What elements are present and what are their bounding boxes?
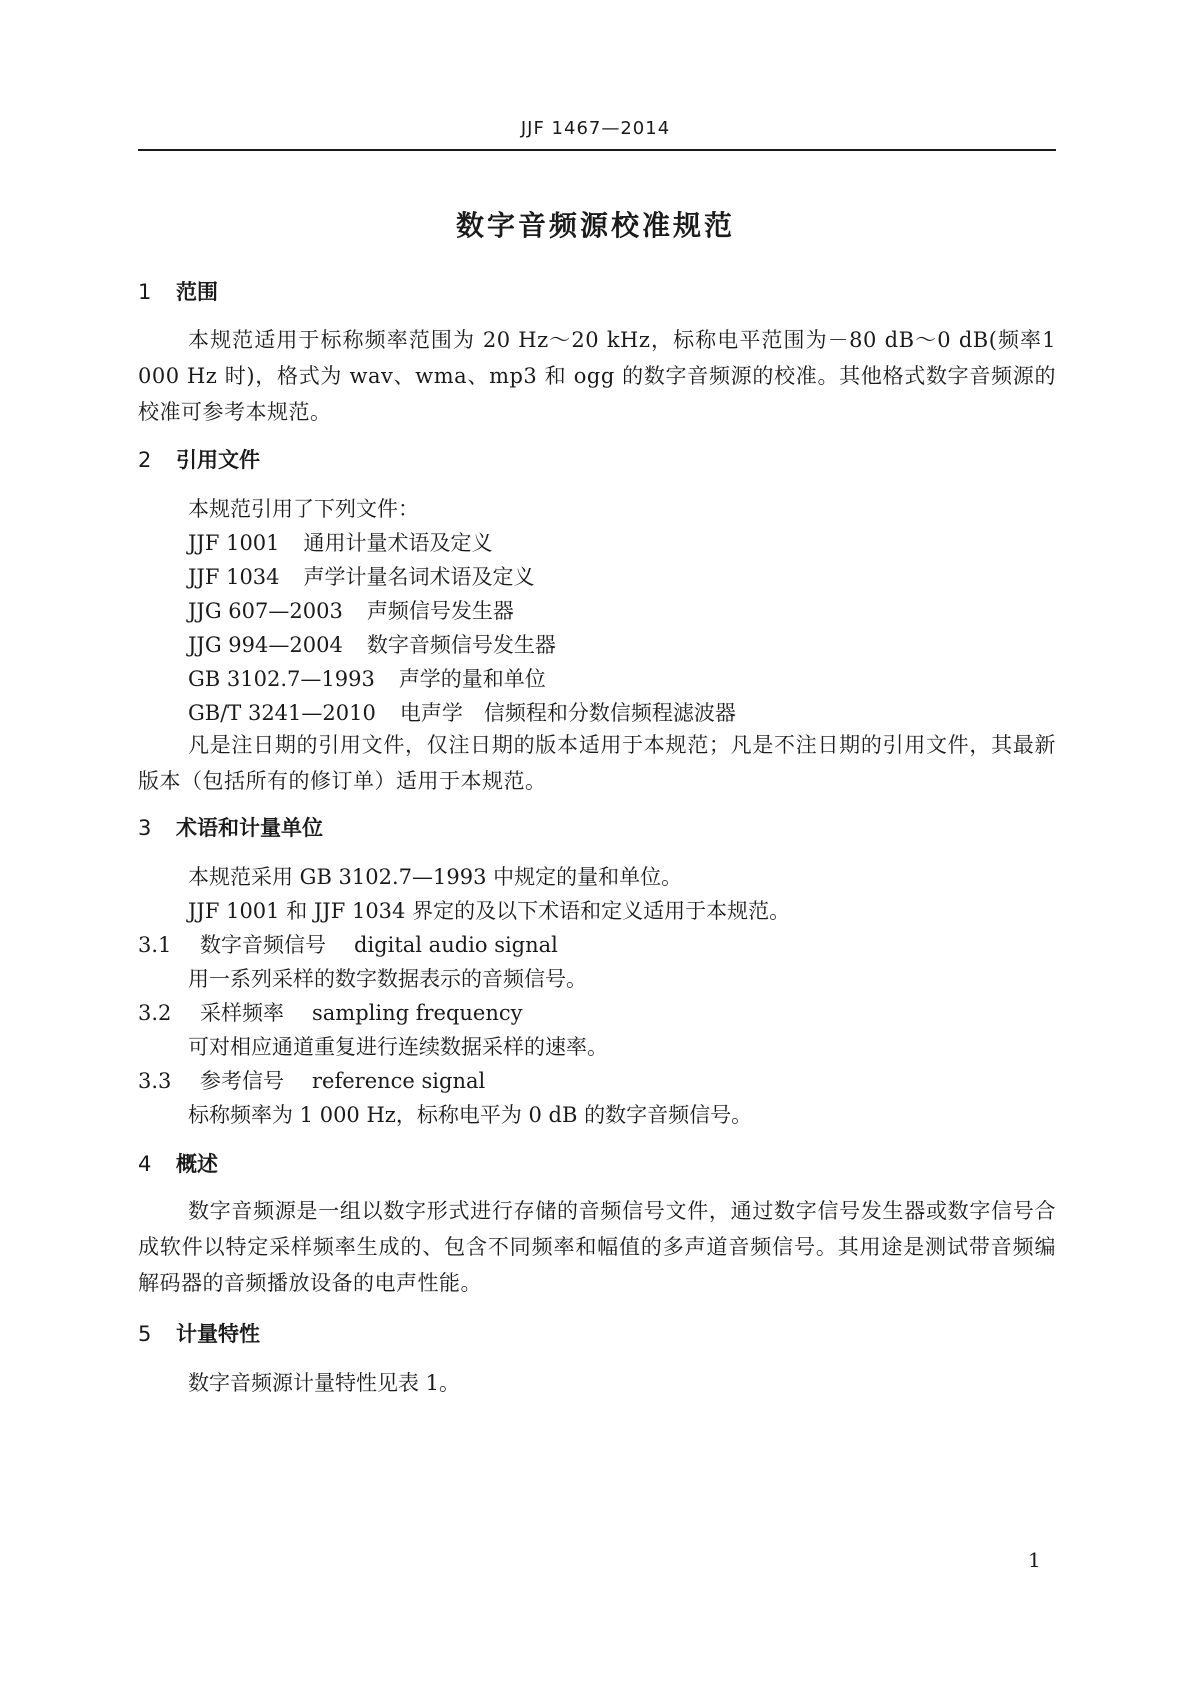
section-title: 范围 [176,280,218,304]
reference-title: 数字音频信号发生器 [366,633,556,657]
section-3-heading [138,813,323,843]
section-2-heading [138,445,260,475]
term-english: digital audio signal [354,933,558,957]
reference-code: JJG 607—2003 [188,599,343,623]
term-english: reference signal [312,1069,486,1093]
reference-item [188,630,556,660]
section-5-body: 数字音频源计量特性见表 1。 [188,1371,461,1395]
reference-item [188,596,514,626]
reference-code: JJG 994—2004 [188,633,343,657]
section-title: 计量特性 [176,1322,260,1346]
term-number: 3.3 [138,1069,172,1093]
section-1-heading [138,277,218,307]
section-number: 5 [138,1322,152,1346]
section-4-heading [138,1149,218,1179]
reference-code: GB/T 3241—2010 [188,701,376,725]
section-number: 2 [138,448,152,472]
reference-title: 通用计量术语及定义 [303,531,493,555]
reference-item [188,664,546,694]
section-title: 引用文件 [176,448,260,472]
references-note: 凡是注日期的引用文件，仅注日期的版本适用于本规范；凡是不注日期的引用文件，其最新版本（包括所有的修订单）适用于本规范。 [138,733,1056,793]
document-title: 数字音频源校准规范 [455,209,735,242]
reference-code: GB 3102.7—1993 [188,667,375,691]
section-4-body: 数字音频源是一组以数字形式进行存储的音频信号文件，通过数字信号发生器或数字信号合成软件以特定采样频率生成的、包含不同频率和幅值的多声道音频信号。其用途是测试带音频编解码器的音频播放设备的电声性能。 [138,1199,1056,1295]
term-entry [138,1066,485,1096]
term-number: 3.2 [138,1001,172,1025]
section-title: 术语和计量单位 [176,816,323,840]
section-number: 1 [138,280,152,304]
reference-item [188,698,736,728]
term-entry [138,998,523,1028]
section-number: 4 [138,1152,152,1176]
term-entry [138,930,558,960]
reference-code: JJF 1001 [188,531,280,555]
section-5-heading [138,1319,260,1349]
term-english: sampling frequency [312,1001,523,1025]
reference-title: 声学的量和单位 [398,667,546,691]
reference-item [188,528,493,558]
term-definition: 可对相应通道重复进行连续数据采样的速率。 [188,1035,608,1059]
references-intro: 本规范引用了下列文件： [188,497,419,521]
term-chinese: 采样频率 [200,1001,284,1025]
term-definition: 用一系列采样的数字数据表示的音频信号。 [188,967,587,991]
section-number: 3 [138,816,152,840]
reference-title: 声频信号发生器 [366,599,514,623]
term-chinese: 数字音频信号 [200,933,326,957]
section-1-body: 本规范适用于标称频率范围为 20 Hz～20 kHz，标称电平范围为－80 dB～0 dB(频率1 000 Hz 时)，格式为 wav、wma、mp3 和 ogg 的数字音频源的校准。其他格式数字音频源的校准可参考本规范。 [138,328,1056,424]
header-rule [138,149,1056,151]
term-chinese: 参考信号 [200,1069,284,1093]
reference-code: JJF 1034 [188,565,280,589]
section-3-paragraph-1: 本规范采用 GB 3102.7—1993 中规定的量和单位。 [188,865,683,889]
term-definition: 标称频率为 1 000 Hz，标称电平为 0 dB 的数字音频信号。 [188,1103,753,1127]
section-title: 概述 [176,1152,218,1176]
term-number: 3.1 [138,933,172,957]
standard-code-header: JJF 1467—2014 [520,118,671,139]
reference-title: 电声学 信频程和分数信频程滤波器 [399,701,736,725]
reference-item [188,562,535,592]
section-3-paragraph-2: JJF 1001 和 JJF 1034 界定的及以下术语和定义适用于本规范。 [188,899,791,923]
reference-title: 声学计量名词术语及定义 [303,565,535,589]
page-number: 1 [1028,1548,1041,1572]
